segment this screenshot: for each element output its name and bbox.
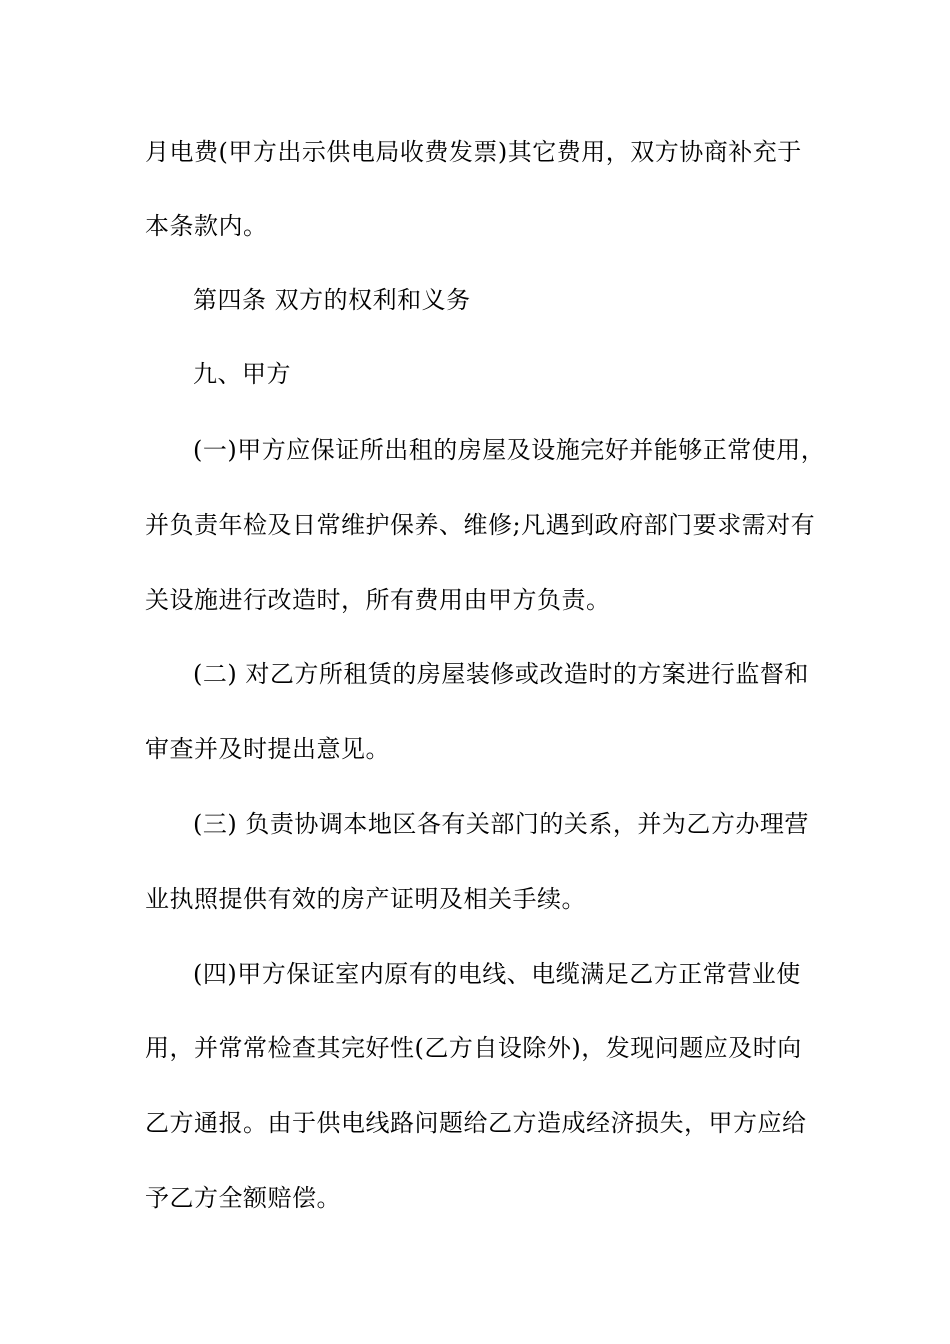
text-line-2: 本条款内。 bbox=[145, 212, 268, 240]
text-line-9: 审查并及时提出意见。 bbox=[145, 735, 390, 763]
text-line-6: 并负责年检及日常维护保养、维修;凡遇到政府部门要求需对有 bbox=[145, 511, 816, 539]
text-line-13: 用，并常常检查其完好性(乙方自设除外)，发现问题应及时向 bbox=[145, 1034, 802, 1062]
text-line-14: 乙方通报。由于供电线路问题给乙方造成经济损失，甲方应给 bbox=[145, 1109, 807, 1137]
text-line-12: (四)甲方保证室内原有的电线、电缆满足乙方正常营业使 bbox=[193, 960, 801, 988]
section-heading: 第四条 双方的权利和义务 bbox=[193, 286, 471, 314]
subsection-heading: 九、甲方 bbox=[193, 360, 291, 388]
text-line-8: (二) 对乙方所租赁的房屋装修或改造时的方案进行监督和 bbox=[193, 660, 809, 688]
text-line-15: 予乙方全额赔偿。 bbox=[145, 1184, 341, 1212]
text-line-5: (一)甲方应保证所出租的房屋及设施完好并能够正常使用， bbox=[193, 436, 826, 464]
text-line-10: (三) 负责协调本地区各有关部门的关系，并为乙方办理营 bbox=[193, 810, 809, 838]
text-line-7: 关设施进行改造时，所有费用由甲方负责。 bbox=[145, 586, 611, 614]
text-line-11: 业执照提供有效的房产证明及相关手续。 bbox=[145, 885, 586, 913]
text-line-1: 月电费(甲方出示供电局收费发票)其它费用，双方协商补充于 bbox=[145, 138, 802, 166]
